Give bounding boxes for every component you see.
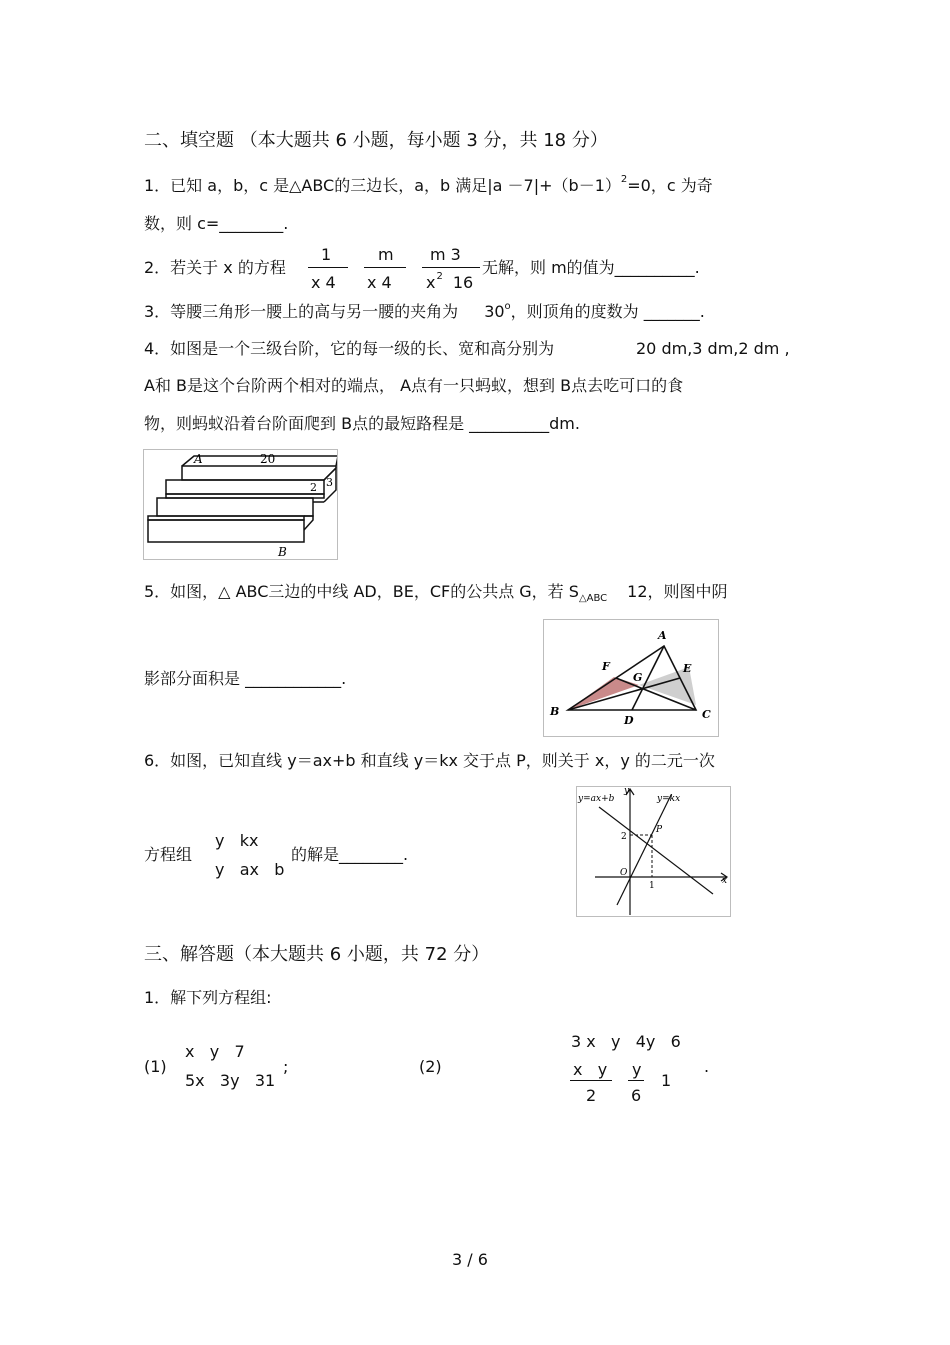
tri-label-b: B — [550, 705, 560, 718]
s3-p2-den2: 6 — [631, 1086, 642, 1105]
q4-line2: A和 B是这个台阶两个相对的端点， A点有一只蚂蚁，想到 B点去吃可口的食 — [144, 376, 684, 395]
graph-tick-1: 1 — [649, 881, 655, 891]
q4-line1-a: 4．如图是一个三级台阶，它的每一级的长、宽和高分别为 — [144, 339, 555, 358]
line-graph-drawing — [577, 787, 730, 916]
q2-suffix: 无解，则 m的值为__________. — [482, 258, 700, 277]
q5-text-a: 5．如图，△ ABC三边的中线 AD，BE，CF的公共点 G，若 S — [144, 582, 579, 601]
s3-p2-num2: y — [632, 1060, 642, 1079]
triangle-drawing — [544, 620, 718, 736]
q5-line2: 影部分面积是 ____________. — [144, 669, 347, 688]
q4-line3: 物，则蚂蚁沿着台阶面爬到 B点的最短路程是 __________dm. — [144, 414, 580, 433]
line-graph-figure — [576, 786, 731, 917]
q2-f3-num: m 3 — [430, 245, 461, 264]
s3-p2-bar1 — [570, 1080, 612, 1081]
q5-line1 — [144, 582, 728, 604]
triangle-figure — [543, 619, 719, 737]
tri-label-e: E — [683, 662, 692, 675]
s3-p2-bar2 — [628, 1080, 644, 1081]
q5-subscript: △ABC — [578, 593, 608, 604]
q2-f1-den: x 4 — [311, 273, 336, 292]
q6-line1: 6．如图，已知直线 y＝ax+b 和直线 y＝kx 交于点 P，则关于 x，y 的二元一次 — [144, 751, 715, 770]
s3-p2-eq1: 3 x y 4y 6 — [571, 1032, 681, 1051]
s3-p2-num1: x y — [573, 1060, 608, 1079]
q1-text-a: 1．已知 a，b，c 是△ABC的三边长，a，b 满足|a －7|+（b－1） — [144, 176, 621, 195]
q1-line1 — [144, 176, 713, 195]
s3-q1-intro: 1．解下列方程组: — [144, 988, 272, 1007]
q3-text-b: ，则顶角的度数为 _______. — [510, 302, 705, 321]
graph-tick-2: 2 — [621, 832, 627, 842]
s3-p1-label: (1) — [144, 1057, 167, 1076]
stair-label-b: B — [278, 545, 287, 559]
graph-label-line1: y=ax+b — [578, 794, 615, 804]
stair-label-a: A — [194, 452, 203, 466]
s3-p2-rhs: 1 — [661, 1071, 672, 1090]
q5-text-b: 12，则图中阴 — [627, 582, 728, 601]
stair-label-2: 2 — [310, 481, 317, 494]
graph-y-axis-label: y — [624, 787, 630, 796]
q6-suffix: 的解是________. — [291, 845, 409, 864]
graph-x-axis-label: x — [722, 876, 728, 886]
s3-p2-label: (2) — [419, 1057, 442, 1076]
q2-f1-num: 1 — [321, 245, 332, 264]
graph-origin-label: O — [620, 868, 628, 878]
s3-p2-period: . — [704, 1057, 710, 1076]
q6-prefix: 方程组 — [144, 845, 193, 864]
q4-line1-b: 20 dm,3 dm,2 dm , — [636, 339, 790, 358]
q1-text-b: =0，c 为奇 — [627, 176, 713, 195]
tri-label-a: A — [658, 629, 667, 642]
q6-eq2: y ax b — [215, 860, 285, 879]
q1-line2: 数，则 c=________. — [144, 214, 289, 233]
q3-line — [144, 302, 705, 321]
q2-f2-den: x 4 — [367, 273, 392, 292]
tri-label-d: D — [624, 714, 634, 727]
q2-f1-bar — [308, 267, 348, 268]
q2-f3-bar — [422, 267, 480, 268]
q6-eq1: y kx — [215, 831, 259, 850]
staircase-figure — [143, 449, 338, 560]
stair-label-20: 20 — [260, 452, 276, 466]
q2-f2-bar — [364, 267, 406, 268]
q2-f3-den: $x^2$ 16 — [426, 271, 474, 292]
q3-text-a: 3．等腰三角形一腰上的高与另一腰的夹角为 — [144, 302, 459, 321]
q3-angle: 30 — [484, 302, 505, 321]
s3-p1-semicolon: ; — [283, 1057, 289, 1076]
s3-p1-eq1: x y 7 — [185, 1042, 245, 1061]
s3-p2-den1: 2 — [586, 1086, 597, 1105]
graph-point-label: P — [656, 825, 663, 835]
tri-label-c: C — [702, 708, 711, 721]
section-3-heading: 三、解答题（本大题共 6 小题，共 72 分） — [144, 944, 490, 965]
s3-p1-eq2: 5x 3y 31 — [185, 1071, 276, 1090]
q2-prefix: 2．若关于 x 的方程 — [144, 258, 286, 277]
staircase-drawing — [144, 450, 337, 559]
page-number: 3 / 6 — [452, 1250, 488, 1269]
section-2-heading: 二、填空题 （本大题共 6 小题，每小题 3 分，共 18 分） — [144, 130, 608, 151]
q2-f2-num: m — [378, 245, 394, 264]
stair-label-3: 3 — [326, 476, 333, 489]
tri-label-f: F — [602, 660, 610, 673]
q1-superscript: 2 — [620, 174, 628, 185]
tri-label-g: G — [633, 671, 643, 684]
graph-label-line2: y=kx — [657, 794, 681, 804]
q3-degree: o — [504, 301, 511, 312]
